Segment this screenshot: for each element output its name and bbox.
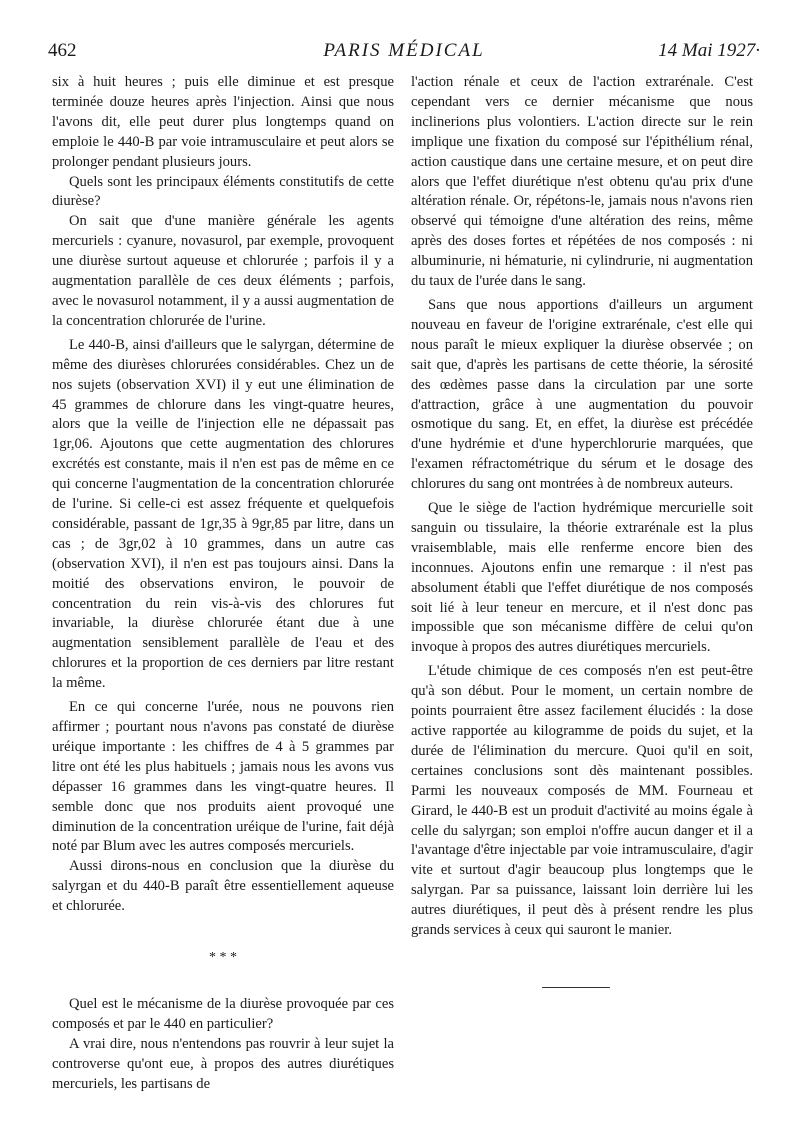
paragraph: Aussi dirons-nous en conclusion que la diurèse du salyrgan et du 440-B paraît être essentiellement aqueuse et chlorurée. xyxy=(52,858,394,915)
paragraph: Que le siège de l'action hydrémique mercurielle soit sanguin ou tissulaire, la théorie extrarénale est la plus vraisemblable, mais elle renferme encore bien des inconnues. Ajoutons enfin une remarque : il n'est pas absolument établi que l'effet diurétique de nos composés soit lié à leur teneur en mercure, et il n'est donc pas impossible que son mécanisme diffère de celui qu'on invoque à propos des autres diurétiques mercuriels. xyxy=(411,500,753,656)
paragraph: En ce qui concerne l'urée, nous ne pouvons rien affirmer ; pourtant nous n'avons pas constaté de diurèse uréique importante : les chiffres de 4 à 5 grammes par litre ont été les plus habituels ; jamais nous les avons vus dépasser 16 grammes dans les vingt-quatre heures. Il semble donc que nos produits aient provoqué une diminution de la concentration uréique de l'urine, fait déjà noté par Blum avec les autres composés mercuriels. xyxy=(52,699,394,855)
page-number: 462 xyxy=(48,40,77,61)
end-rule xyxy=(542,987,610,988)
journal-title: PARIS MÉDICAL xyxy=(323,40,485,61)
section-separator: * * * xyxy=(209,950,237,966)
paragraph: A vrai dire, nous n'entendons pas rouvrir à leur sujet la controverse qu'ont eue, à propos des autres diurétiques mercuriels, les partisans de xyxy=(52,1035,394,1092)
paragraph: Sans que nous apportions d'ailleurs un argument nouveau en faveur de l'origine extrarénale, c'est elle qui nous paraît le mieux expliquer la diurèse observée ; on sait que, d'après les partisans de cette théorie, la sérosité des œdèmes passe dans la circulation par une sorte d'attraction, grâce à une augmentation du pouvoir osmotique du sang. Et, en effet, la diurèse est précédée d'une hydrémie et d'une hyperchlorurie marquées, que l'examen réfractométrique du sérum et le dosage des chlorures du sang ont montrées à de nombreux auteurs. xyxy=(411,296,753,493)
paragraph: Le 440-B, ainsi d'ailleurs que le salyrgan, détermine de même des diurèses chlorurées considérables. Chez un de nos sujets (observation XVI) il y eut une élimination de 45 grammes de chlorure dans les vingt-quatre heures, alors que la veille de l'injection elle ne dépassait pas 1gr,06. Ajoutons que cette augmentation des chlorures excrétés est constante, mais il n'en est pas de même en ce qui concerne l'augmentation de la concentration chlorurée de l'urine. Si celle-ci est assez fréquente et quelquefois considérable, passant de 1gr,35 à 9gr,85 par litre, dans un cas ; de 3gr,02 à 10 grammes, dans un autre cas (observation XVI), il n'en est pas toujours ainsi. Dans la moitié des observations environ, le pouvoir de concentration du rein vis-à-vis des chlorures fut invariable, la diurèse chlorurée étant due à une augmentation sensiblement parallèle de l'eau et des chlorures et la proportion de ces derniers par litre restant la même. xyxy=(52,336,394,692)
paragraph: six à huit heures ; puis elle diminue et est presque terminée douze heures après l'injection. Ainsi que nous l'avons dit, elle peut durer plus longtemps quand on emploie le 440-B par voie intramusculaire et peut alors se prolonger pendant plusieurs jours. xyxy=(52,74,394,170)
paragraph: Quel est le mécanisme de la diurèse provoquée par ces composés et par le 440 en particulier? xyxy=(52,996,394,1032)
issue-date: 14 Mai 1927· xyxy=(658,40,760,61)
page-header xyxy=(48,40,760,68)
paragraph: On sait que d'une manière générale les agents mercuriels : cyanure, novasurol, par exemple, provoquent une diurèse surtout aqueuse et chlorurée ; parfois il y a augmentation parallèle de ces deux éléments ; parfois, avec le novasurol notamment, il y a aussi augmentation de la concentration chlorurée de l'urine. xyxy=(52,213,394,329)
paragraph: l'action rénale et ceux de l'action extrarénale. C'est cependant vers ce dernier mécanisme que nous inclinerions plus volontiers. L'action directe sur le rein implique une fixation du composé sur l'épithélium rénal, action caustique dans une certaine mesure, et on peut dire alors que l'effet diurétique n'est obtenu qu'au prix d'une altération rénale. Or, répétons-le, jamais nous n'avons rien observé qui témoigne d'une altération des reins, même après des doses fortes et répétées de nos composés : ni albuminurie, ni hématurie, ni cylindrurie, ni augmentation du taux de l'urée dans le sang. xyxy=(411,74,753,290)
paragraph: L'étude chimique de ces composés n'en est peut-être qu'à son début. Pour le moment, un certain nombre de points pourraient être assez facilement élucidés : la dose active rapportée au kilogramme de poids du sujet, et la durée de l'élimination du mercure. Quoi qu'il en soit, certaines conclusions sont dès maintenant possibles. Parmi les nouveaux composés de MM. Fourneau et Girard, le 440-B est un produit d'activité au moins égale à celle du salyrgan; son emploi n'offre aucun danger et il a l'avantage d'être injectable par voie intramusculaire, d'agir vite et surtout d'agir beaucoup plus longtemps que le salyrgan. Par sa puissance, laissant loin derrière lui les autres diurétiques, il peut dès à présent rendre les plus grands services à ceux qui sauront le manier. xyxy=(411,663,753,939)
left-column xyxy=(52,73,394,1095)
paragraph: Quels sont les principaux éléments constitutifs de cette diurèse? xyxy=(52,173,394,210)
right-column xyxy=(411,73,753,988)
